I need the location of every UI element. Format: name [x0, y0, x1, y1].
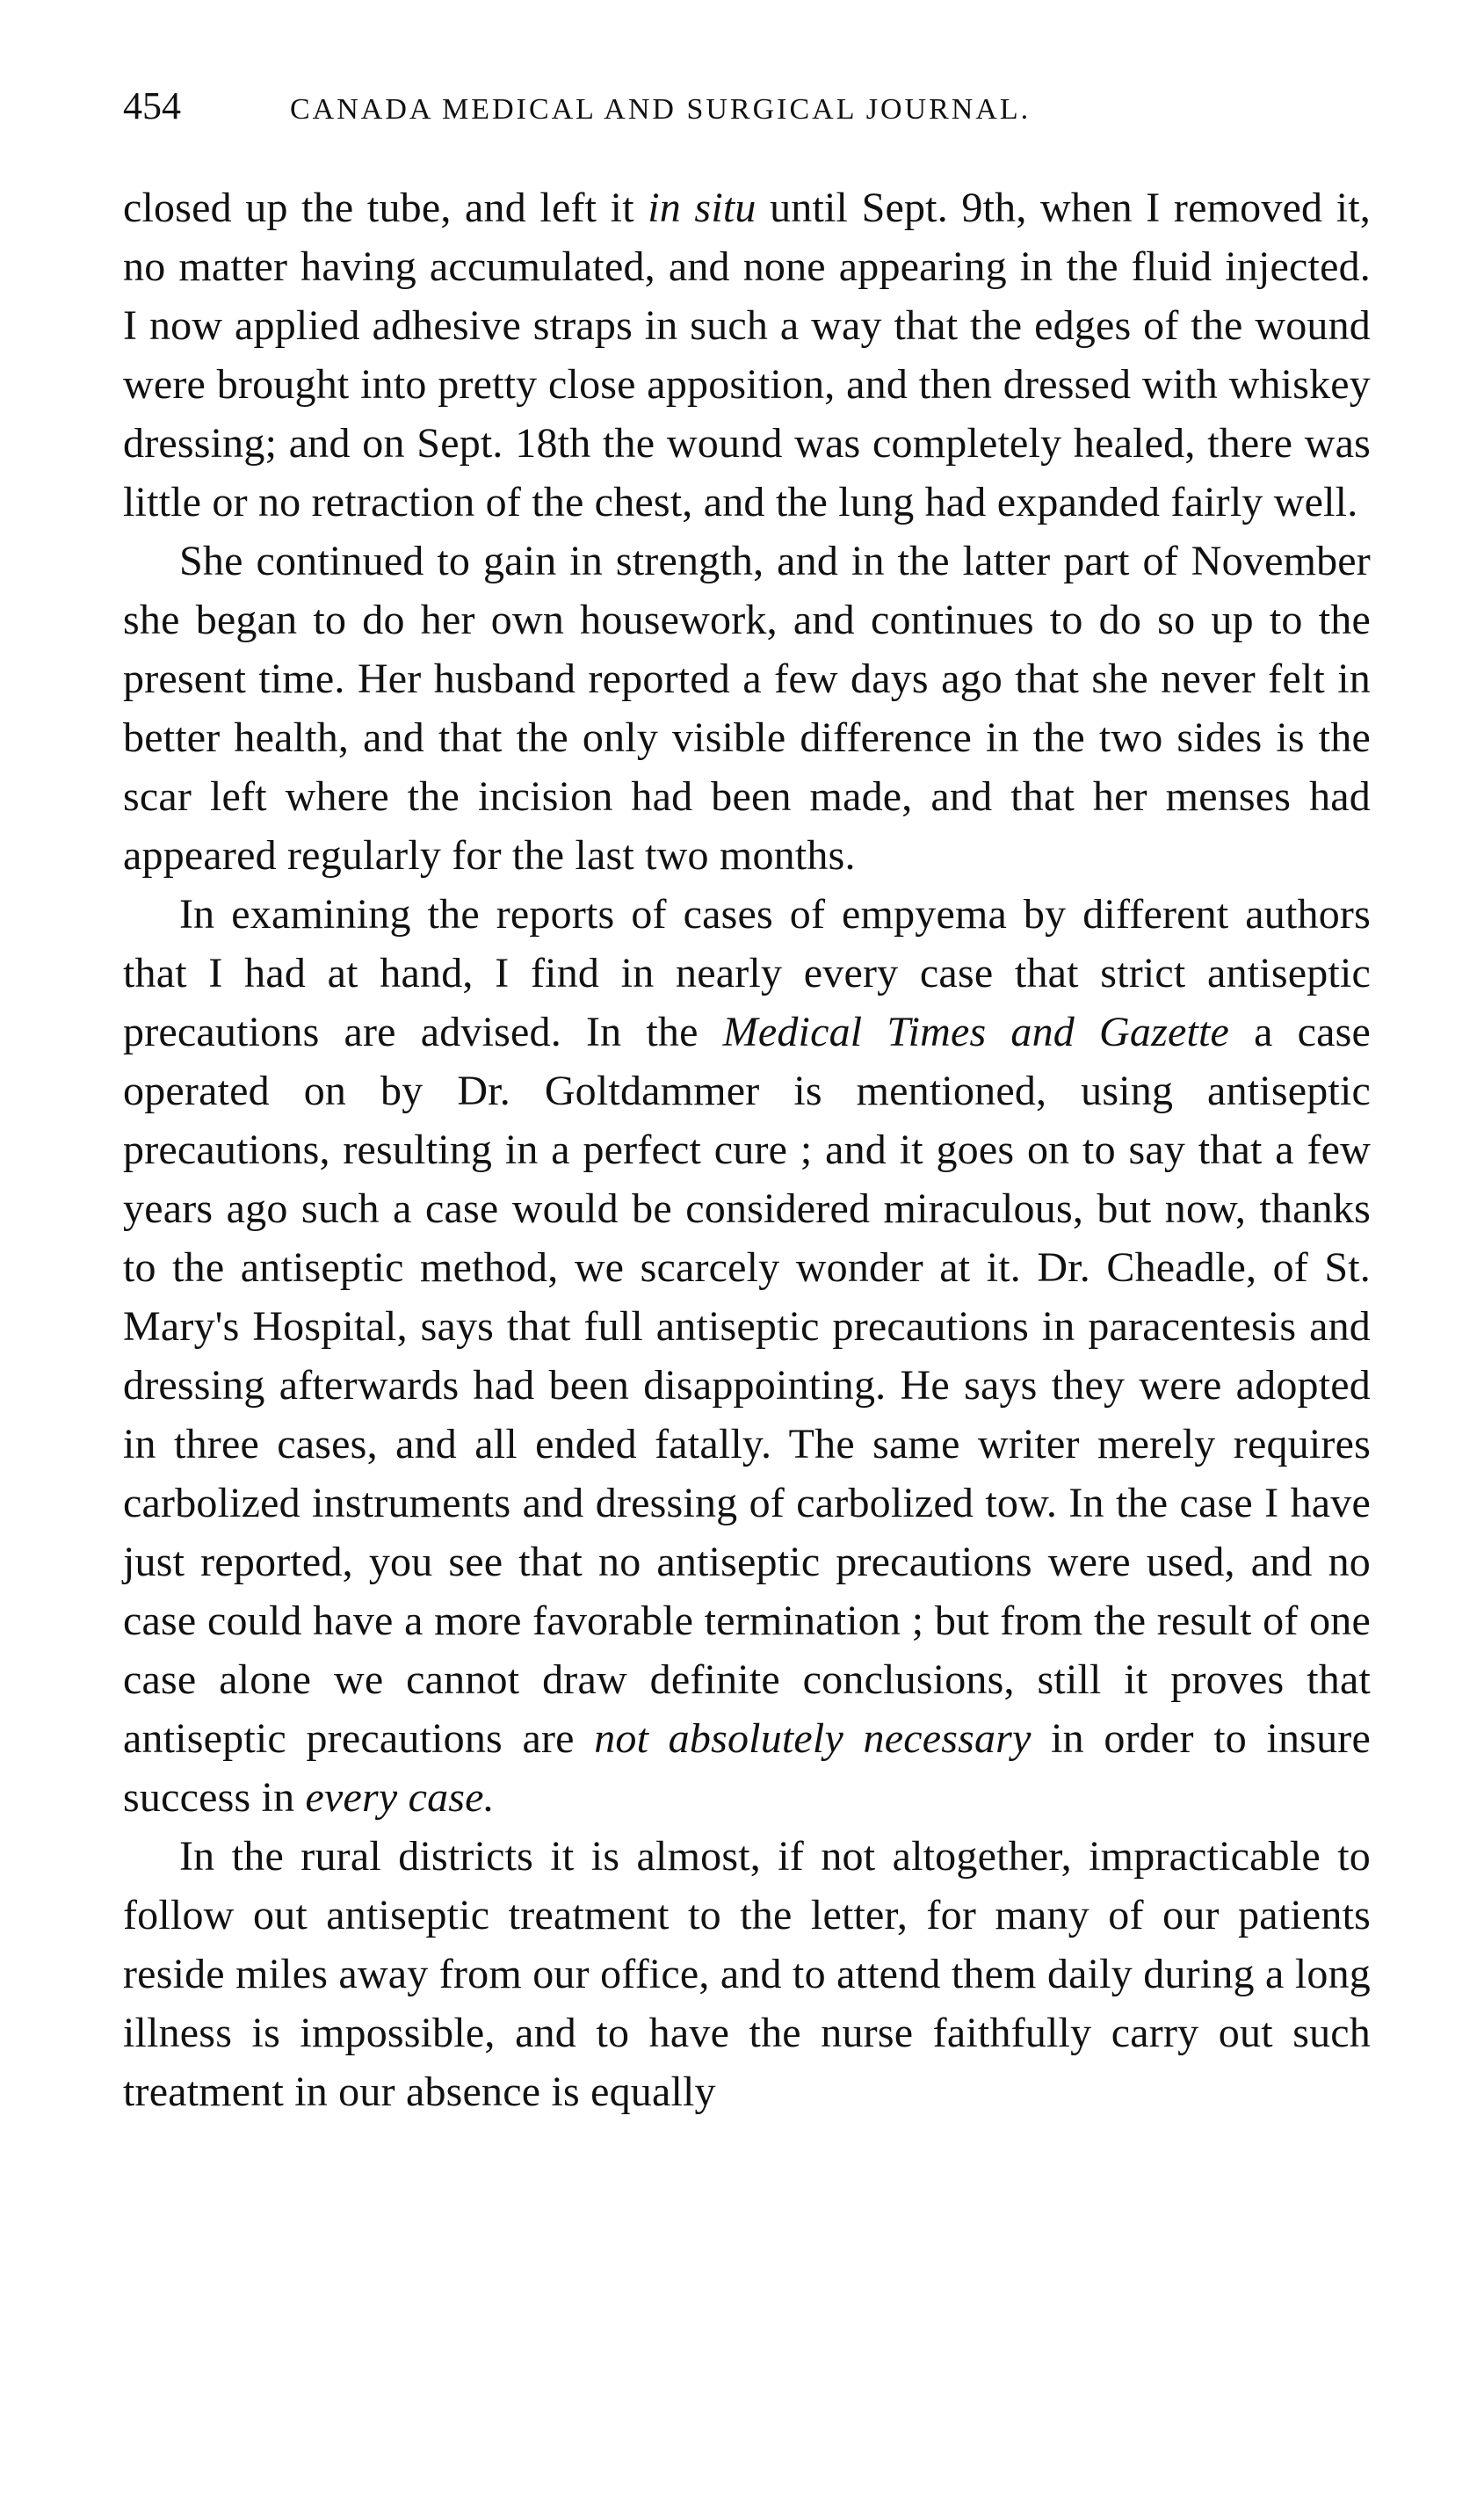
italic-phrase: not absolutely necessary	[594, 1715, 1032, 1762]
text-segment: in order to insure success in	[123, 1715, 1371, 1821]
text-segment: until Sept. 9th, when I removed it, no matter having accumulated, and none appearing in the fluid injected. I now applied adhesive straps in such a way that the edges of the wound were brought into pretty close apposition, and then dressed with whiskey dressing; and on Sept. 18th the wound was completely healed, there was little or no retraction of the chest, and the lung had expanded fairly well.	[123, 185, 1371, 525]
italic-phrase: Medical Times and Gazette	[722, 1009, 1230, 1055]
page-number: 454	[123, 84, 181, 127]
paragraph-4	[123, 1827, 1371, 2121]
text-segment: closed up the tube, and left it	[123, 185, 648, 231]
text-segment: a case operated on by Dr. Goltdammer is mentioned, using antiseptic precautions, resulting in a perfect cure ; and it goes on to say that a few years ago such a case would be considered miraculous, but now, thanks to the antiseptic method, we scarcely wonder at it. Dr. Cheadle, of St. Mary's Hospital, says that full antiseptic precautions in paracentesis and dressing afterwards had been disappointing. He says they were adopted in three cases, and all ended fatally. The same writer merely requires carbolized instruments and dressing of carbolized tow. In the case I have just reported, you see that no antiseptic precautions were used, and no case could have a more favorable termination ; but from the result of one case alone we cannot draw definite conclusions, still it proves that antiseptic precautions are	[123, 1009, 1371, 1762]
italic-phrase: in situ	[648, 185, 756, 231]
paragraph-3	[123, 885, 1371, 1827]
body-text	[123, 178, 1371, 2121]
text-segment: In examining the reports of cases of empyema by different authors that I had at hand, I find in nearly every case that strict antiseptic precautions are advised. In the	[123, 891, 1371, 1055]
paragraph-2	[123, 532, 1371, 885]
text-segment: In the rural districts it is almost, if not altogether, impracticable to follow out antiseptic treatment to the letter, for many of our patients reside miles away from our office, and to attend them daily during a long illness is impossible, and to have the nurse faithfully carry out such treatment in our absence is equally	[123, 1833, 1371, 2115]
paragraph-1	[123, 178, 1371, 532]
italic-phrase: every case.	[305, 1774, 495, 1821]
journal-title: CANADA MEDICAL AND SURGICAL JOURNAL.	[290, 93, 1032, 126]
text-segment: She continued to gain in strength, and in the latter part of November she began to do her own housework, and continues to do so up to the present time. Her husband reported a few days ago that she never felt in better health, and that the only visible difference in the two sides is the scar left where the incision had been made, and that her menses had appeared regularly for the last two months.	[123, 538, 1371, 879]
journal-page	[123, 83, 1371, 2121]
running-head	[123, 83, 1371, 154]
